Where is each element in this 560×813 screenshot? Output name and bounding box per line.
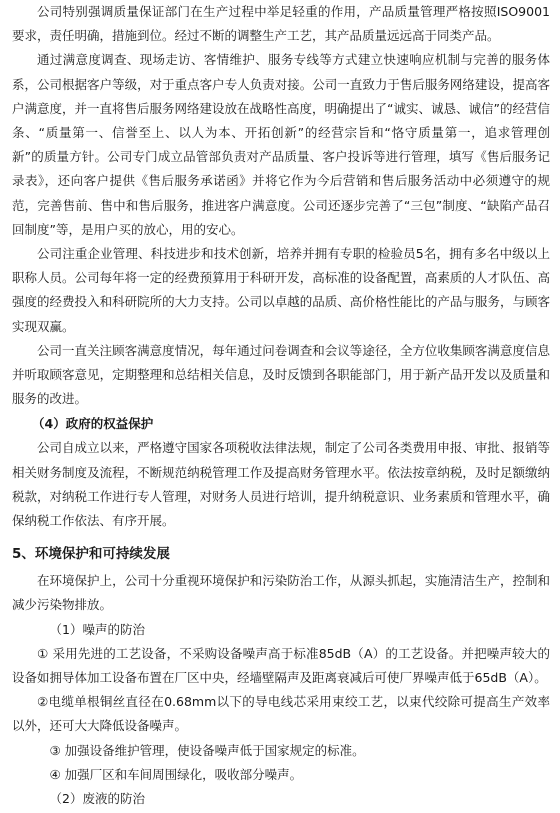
paragraph-service: 通过满意度调查、现场走访、客情维护、服务专线等方式建立快速响应机制与完善的服务体系，公司根据客户等级，对于重点客户专人负责对接。公司一直致力于售后服务网络建设，提高客户满意度，并一直将售后服务网络建设放在战略性高度，明确提出了“诚实、诚恳、诚信”的经营信条、“质量第一、信誉至上、以人为本、开拓创新”的经营宗旨和“恪守质量第一，追求管理创新”的质量方针。公司专门成立品管部负责对产品质量、客户投诉等进行管理，填写《售后服务记录表》，还向客户提供《售后服务承诺函》并将它作为今后营销和售后服务活动中必须遵守的规范，完善售前、售中和售后服务，推进客户满意度。公司还逐步完善了“三包”制度、“缺陷产品召回制度”等，是用户买的放心，用的安心。 bbox=[12, 52, 550, 237]
paragraph-tax: 公司自成立以来，严格遵守国家各项税收法律法规，制定了公司各类费用申报、审批、报销等相关财务制度及流程，不断规范纳税管理工作及提高财务管理水平。依法按章纳税，及时足额缴纳税款，对纳税工作进行专人管理，对财务人员进行培训，提升纳税意识、业务素质和管理水平，确保纳税工作依法、有序开展。 bbox=[12, 440, 550, 529]
noise-item-2: ②电缆单根铜丝直径在0.68mm以下的导电线芯采用束绞工艺，以束代绞除可提高生产效率以外，还可大大降低设备噪声。 bbox=[12, 694, 550, 734]
paragraph-satisfaction: 公司一直关注顾客满意度情况，每年通过问卷调查和会议等途径，全方位收集顾客满意度信息并听取顾客意见，定期整理和总结相关信息，及时反馈到各职能部门，用于新产品开发以及质量和服务的改进。 bbox=[12, 342, 550, 407]
paragraph-quality: 公司特别强调质量保证部门在生产过程中举足轻重的作用，产品质量管理严格按照ISO9001要求，责任明确，措施到位。经过不断的调整生产工艺，其产品质量远远高于同类产品。 bbox=[12, 4, 550, 44]
waste-heading: （2）废液的防治 bbox=[49, 791, 145, 807]
paragraph-environment: 在环境保护上，公司十分重视环境保护和污染防治工作，从源头抓起，实施清洁生产，控制和减少污染物排放。 bbox=[12, 573, 550, 613]
noise-item-3: ③ 加强设备维护管理，使设备噪声低于国家规定的标准。 bbox=[49, 742, 365, 758]
noise-item-1: ① 采用先进的工艺设备，不采购设备噪声高于标准85dB（A）的工艺设备。并把噪声较大的设备如拥导体加工设备布置在厂区中央，经墙壁隔声及距离衰减后可使厂界噪声低于65dB（A）。 bbox=[12, 645, 550, 686]
noise-item-4: ④ 加强厂区和车间周围绿化，吸收部分噪声。 bbox=[49, 766, 303, 782]
paragraph-innovation: 公司注重企业管理、科技进步和技术创新，培养并拥有专职的检验员5名，拥有多名中级以上职称人员。公司每年将一定的经费预算用于科研开发，高标准的设备配置，高素质的人才队伍、高强度的经费投入和科研院所的大力支持。公司以卓越的品质、高价格性能比的产品与服务，与顾客实现双赢。 bbox=[12, 246, 550, 334]
subheading-government-rights: （4）政府的权益保护 bbox=[32, 416, 154, 432]
section-heading-environment: 5、环境保护和可持续发展 bbox=[12, 546, 170, 563]
noise-heading: （1）噪声的防治 bbox=[49, 621, 145, 637]
